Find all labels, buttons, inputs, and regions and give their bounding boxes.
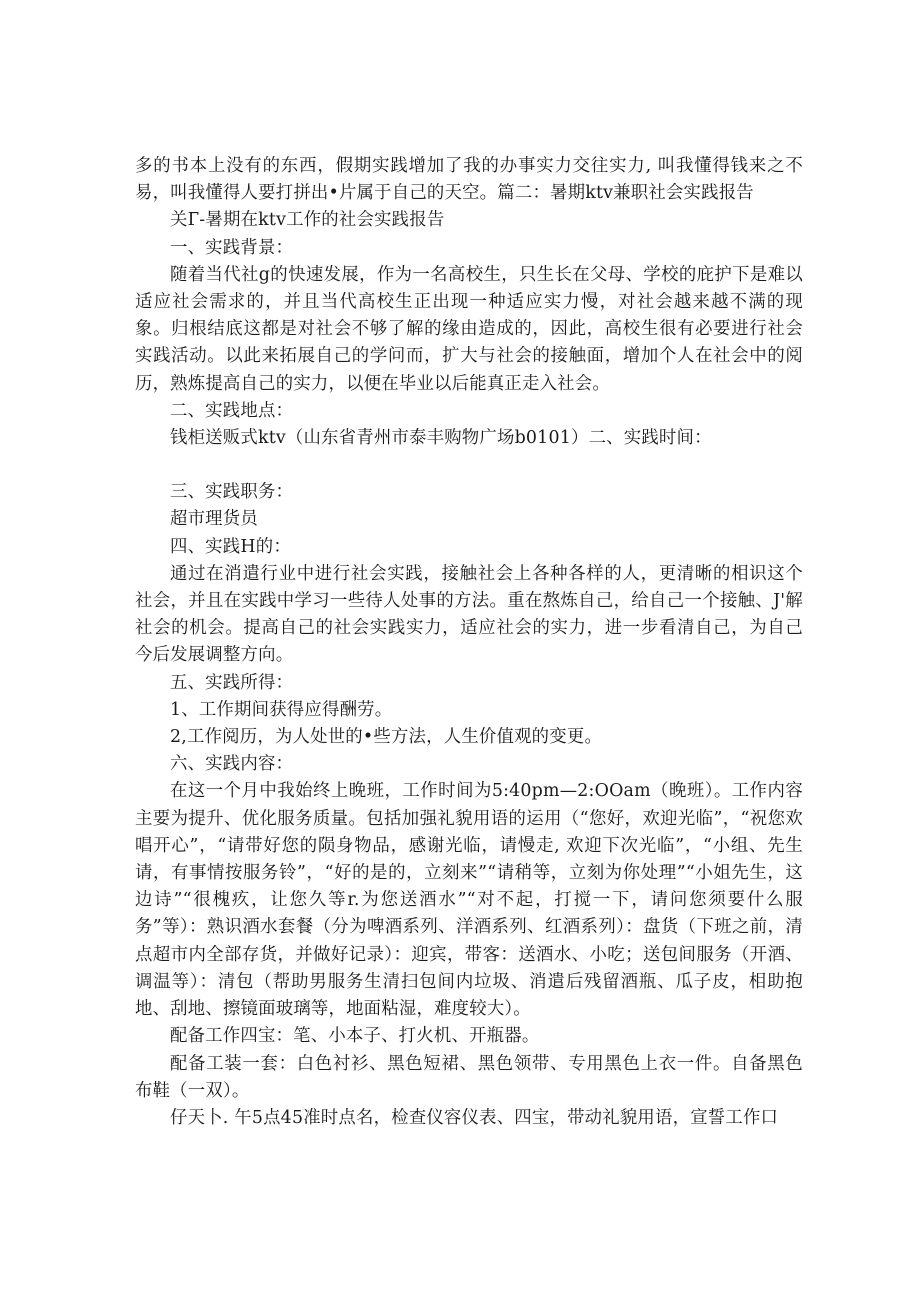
list-item-gain-2: 2,工作阅历，为人处世的•些方法，人生价值观的变更。 <box>170 727 603 748</box>
paragraph-daily-routine: 仔天卜. 午5点45准时点名，检查仪容仪表、四宝，带动礼貌用语，宣誓工作口 <box>170 1107 779 1128</box>
document-body <box>135 153 803 1132</box>
paragraph-tools: 配备工作四宝：笔、小本子、打火机、开瓶器。 <box>170 1026 540 1047</box>
report-title: 关Г-暑期在ktv工作的社会实践报告 <box>170 210 445 231</box>
section-heading-location: 二、实践地点： <box>170 400 294 421</box>
paragraph-background: 随着当代社g的快速发展，作为一名高校生，只生长在父母、学校的庇护下是难以适应社会需求的，并且当代高校生正出现一种适应实力慢，对社会越来越不满的现象。归根结底这都是对社会不够了解的缘由造成的，因此，高校生很有必要进行社会实践活动。以此来拓展自己的学问而，扩大与社会的接触面，增加个人在社会中的阅历，熟炼提高自己的实力，以便在毕业以后能真正走入社会。 <box>135 264 803 394</box>
paragraph-uniform: 配备工装一套：白色衬衫、黑色短裙、黑色领带、专用黑色上衣一件。自备黑色布鞋（一双）。 <box>135 1053 803 1101</box>
section-heading-position: 三、实践职务： <box>170 482 294 503</box>
section-heading-background: 一、实践背景： <box>170 237 294 258</box>
paragraph-location-time: 钱柜送贩式ktv（山东省青州市泰丰购物广场b0101）二、实践时间： <box>170 428 712 449</box>
section-heading-purpose: 四、实践H的： <box>170 536 291 557</box>
paragraph-content: 在这一个月中我始终上晚班，工作时间为5:40pm—2:OOam（晚班）。工作内容主要为提升、优化服务质量。包括加强礼貌用语的运用（“您好，欢迎光临”，“祝您欢唱开心”，“请带好您的陨身物品，感谢光临，请慢走, 欢迎下次光临”，“小组、先生请，有事情按服务铃”，“好的是的，立刻来”“请稍等，立刻为你处理”“小姐先生，这边诗”“很槐疚，让您久等r.为您送酒水”“对不起，打搅一下，请问您须要什么服务”等）：熟识酒水套餐（分为啤酒系列、洋酒系列、红酒系列）：盘货（下班之前，清点超市内全部存货，并做好记录）：迎宾，带客：送酒水、小吃；送包间服务（开酒、调温等）：清包（帮助男服务生清扫包间内垃圾、消遣后残留酒瓶、瓜子皮，相助抱地、刮地、擦镜面玻璃等，地面粘湿，难度较大）。 <box>135 781 803 1020</box>
section-heading-content: 六、实践内容： <box>170 754 294 775</box>
list-item-gain-1: 1、工作期间获得应得酬劳。 <box>170 699 393 720</box>
paragraph-purpose: 通过在消遣行业中进行社会实践，接触社会上各种各样的人，更清晰的相识这个社会，并且在实践中学习一些待人处事的方法。重在熬炼自己，给自己一个接触、J'解社会的机会。提高自己的社会实践实力，适应社会的实力，进一步看清自己，为自己今后发展调整方向。 <box>135 563 803 666</box>
paragraph-position: 超市理货员 <box>170 509 258 530</box>
section-heading-gains: 五、实践所得： <box>170 672 294 693</box>
paragraph-intro-continuation: 多的书本上没有的东西，假期实践增加了我的办事实力交往实力, 叫我懂得钱来之不易，叫我懂得人要打拼出•片属于自己的天空。篇二：暑期ktv兼职社会实践报告 <box>135 156 803 204</box>
blank-line <box>135 452 803 479</box>
